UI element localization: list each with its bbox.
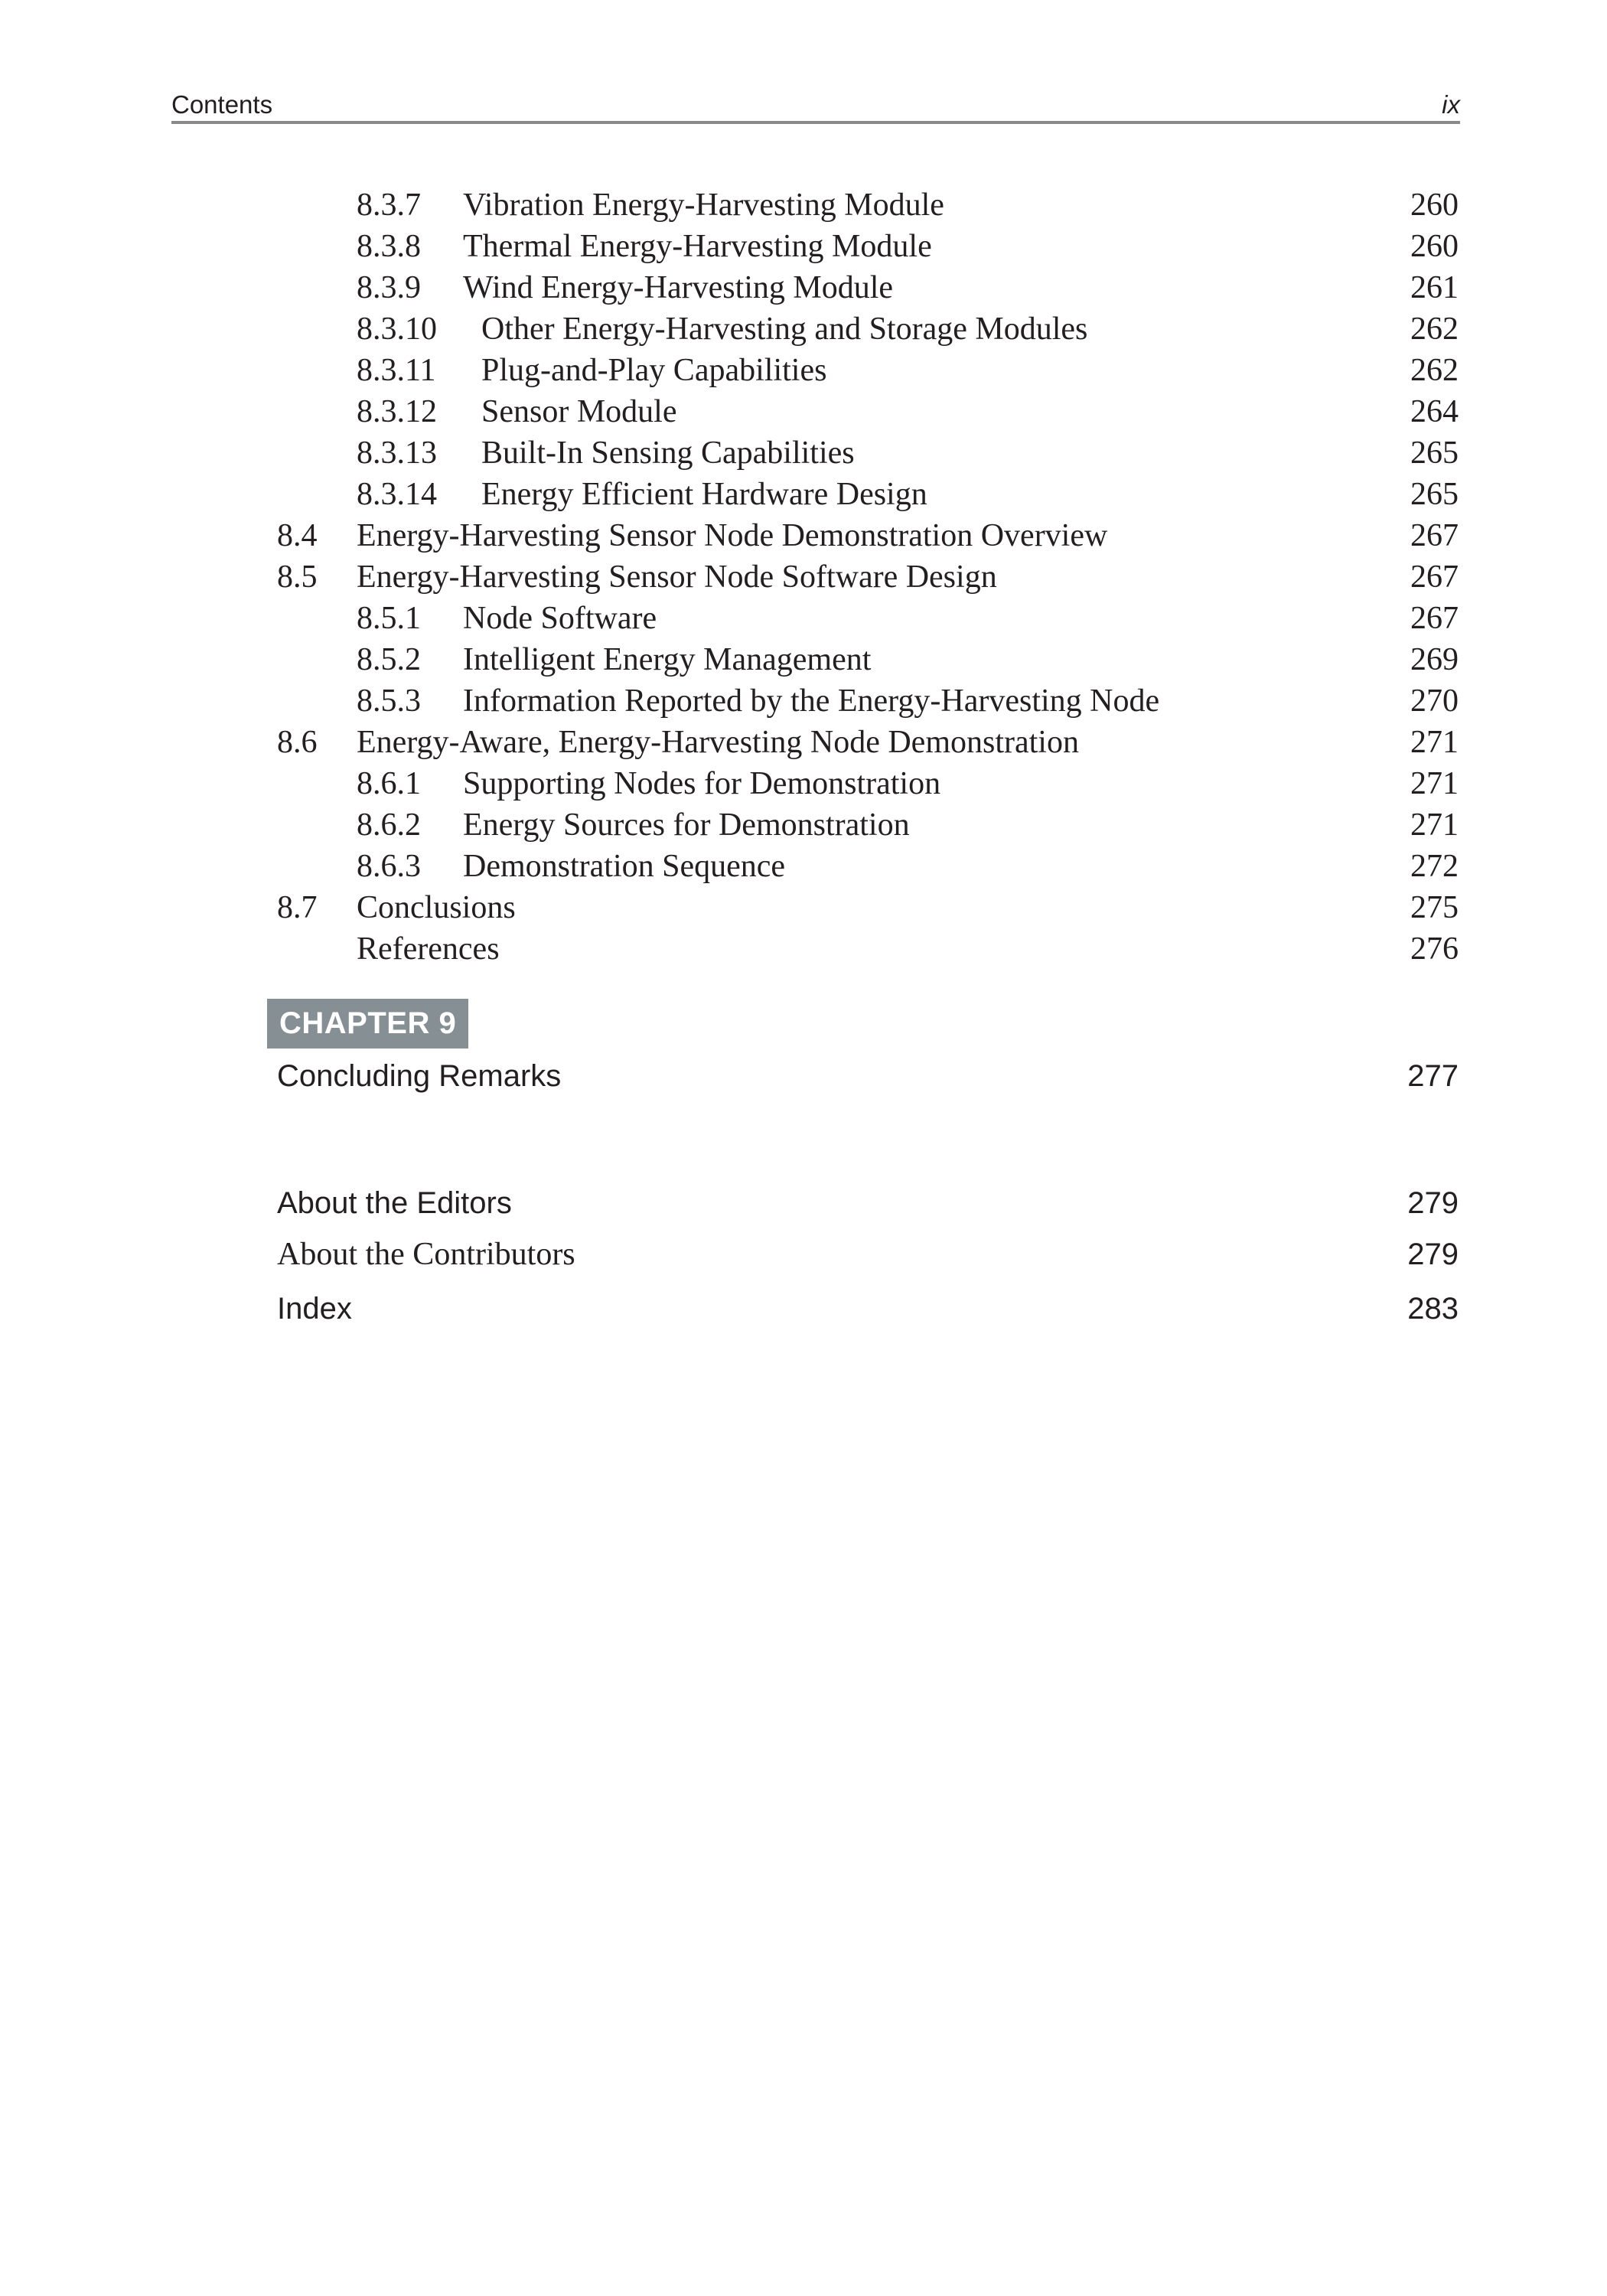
page-number: ix — [1442, 90, 1460, 119]
toc-entry-number: 8.6.3 — [357, 849, 421, 884]
toc-entry[interactable] — [277, 556, 1459, 598]
toc-entry-number: 8.4 — [277, 518, 318, 553]
toc-entry-page: 267 — [1410, 559, 1459, 595]
back-matter-title: About the Editors — [277, 1186, 512, 1220]
toc-entry-page: 275 — [1410, 890, 1459, 925]
toc-entry-page: 271 — [1410, 807, 1459, 843]
toc-entry-title: References — [357, 931, 500, 967]
toc-entry-page: 265 — [1410, 477, 1459, 512]
toc-entry-title: Energy-Harvesting Sensor Node Demonstration Overview — [357, 518, 1108, 553]
back-matter-page: 279 — [1407, 1238, 1459, 1271]
toc-entry-page: 260 — [1410, 188, 1459, 223]
toc-entry[interactable] — [357, 391, 1459, 432]
toc-entry-title: Vibration Energy-Harvesting Module — [463, 188, 944, 223]
toc-entry-page: 264 — [1410, 394, 1459, 429]
toc-entry-number: 8.5.3 — [357, 683, 421, 719]
toc-entry[interactable] — [277, 515, 1459, 556]
back-matter-entry-contributors[interactable] — [277, 1233, 1459, 1276]
back-matter-page: 283 — [1407, 1292, 1459, 1326]
toc-entry-number: 8.3.9 — [357, 270, 421, 305]
toc-entry-number: 8.3.11 — [357, 353, 436, 388]
toc-entry[interactable] — [357, 846, 1459, 887]
chapter-title: Concluding Remarks — [277, 1059, 562, 1093]
toc-entry-page: 262 — [1410, 311, 1459, 347]
toc-entry[interactable] — [357, 350, 1459, 391]
toc-entry-number: 8.6 — [277, 725, 318, 760]
toc-entry-title: Energy-Harvesting Sensor Node Software Design — [357, 559, 997, 595]
toc-entry[interactable] — [357, 184, 1459, 226]
toc-entry-page: 276 — [1410, 931, 1459, 967]
back-matter-entry-index[interactable] — [277, 1287, 1459, 1330]
toc-entry-page: 261 — [1410, 270, 1459, 305]
toc-entry-page: 260 — [1410, 229, 1459, 264]
toc-entry-title: Wind Energy-Harvesting Module — [463, 270, 894, 305]
toc-entry-number: 8.3.7 — [357, 188, 421, 223]
toc-entry-number: 8.5.2 — [357, 642, 421, 677]
chapter-page: 277 — [1407, 1059, 1459, 1093]
toc-entry[interactable] — [277, 887, 1459, 928]
toc-entry-title: Built-In Sensing Capabilities — [481, 435, 855, 471]
toc-entry-title: Energy-Aware, Energy-Harvesting Node Demonstration — [357, 725, 1079, 760]
toc-entry[interactable] — [357, 680, 1459, 722]
toc-entry[interactable] — [357, 639, 1459, 680]
toc-entry-title: Information Reported by the Energy-Harvesting Node — [463, 683, 1160, 719]
toc-entry[interactable] — [277, 722, 1459, 763]
toc-entry-title: Conclusions — [357, 890, 516, 925]
toc-entry-page: 269 — [1410, 642, 1459, 677]
toc-entry-title: Intelligent Energy Management — [463, 642, 872, 677]
toc-entry[interactable] — [357, 763, 1459, 804]
back-matter-title: Index — [277, 1292, 352, 1326]
toc-entry-page: 270 — [1410, 683, 1459, 719]
toc-entry-page: 271 — [1410, 766, 1459, 801]
toc-entry-page: 262 — [1410, 353, 1459, 388]
chapter-badge: CHAPTER 9 — [267, 999, 468, 1049]
running-head-section: Contents — [171, 90, 273, 119]
toc-entry-number: 8.3.13 — [357, 435, 437, 471]
toc-entry-title: Plug-and-Play Capabilities — [481, 353, 827, 388]
toc-entry-title: Demonstration Sequence — [463, 849, 786, 884]
toc-entry-title: Thermal Energy-Harvesting Module — [463, 229, 932, 264]
back-matter-entry-editors[interactable] — [277, 1182, 1459, 1225]
toc-entry-title: Energy Sources for Demonstration — [463, 807, 910, 843]
toc-entry[interactable] — [357, 226, 1459, 267]
back-matter-page: 279 — [1407, 1186, 1459, 1220]
toc-entry-title: Supporting Nodes for Demonstration — [463, 766, 941, 801]
toc-entry-number: 8.3.12 — [357, 394, 437, 429]
toc-entry[interactable] — [357, 804, 1459, 846]
toc-entry-number: 8.5 — [277, 559, 318, 595]
chapter-entry[interactable] — [277, 1055, 1459, 1097]
back-matter-title: About the Contributors — [277, 1237, 575, 1272]
toc-entry[interactable] — [357, 308, 1459, 350]
toc-entry-title: Node Software — [463, 601, 657, 636]
toc-entry-number: 8.7 — [277, 890, 318, 925]
toc-entry-number: 8.3.14 — [357, 477, 437, 512]
toc-entry-number: 8.6.1 — [357, 766, 421, 801]
toc-entry-title: Sensor Module — [481, 394, 677, 429]
toc-entry-number: 8.6.2 — [357, 807, 421, 843]
running-head — [171, 86, 1460, 124]
toc-entry-page: 265 — [1410, 435, 1459, 471]
toc-entry[interactable] — [357, 598, 1459, 639]
toc-entry-title: Energy Efficient Hardware Design — [481, 477, 927, 512]
toc-entry-number: 8.3.10 — [357, 311, 437, 347]
toc-entry-references[interactable] — [277, 928, 1459, 970]
toc-entry-page: 267 — [1410, 518, 1459, 553]
toc-entry-page: 272 — [1410, 849, 1459, 884]
toc-entry-page: 271 — [1410, 725, 1459, 760]
toc-entry[interactable] — [357, 267, 1459, 308]
toc-entry[interactable] — [357, 474, 1459, 515]
toc-entry-title: Other Energy-Harvesting and Storage Modules — [481, 311, 1088, 347]
toc-entry-number: 8.5.1 — [357, 601, 421, 636]
toc-entry[interactable] — [357, 432, 1459, 474]
toc-entry-number: 8.3.8 — [357, 229, 421, 264]
toc-entry-page: 267 — [1410, 601, 1459, 636]
